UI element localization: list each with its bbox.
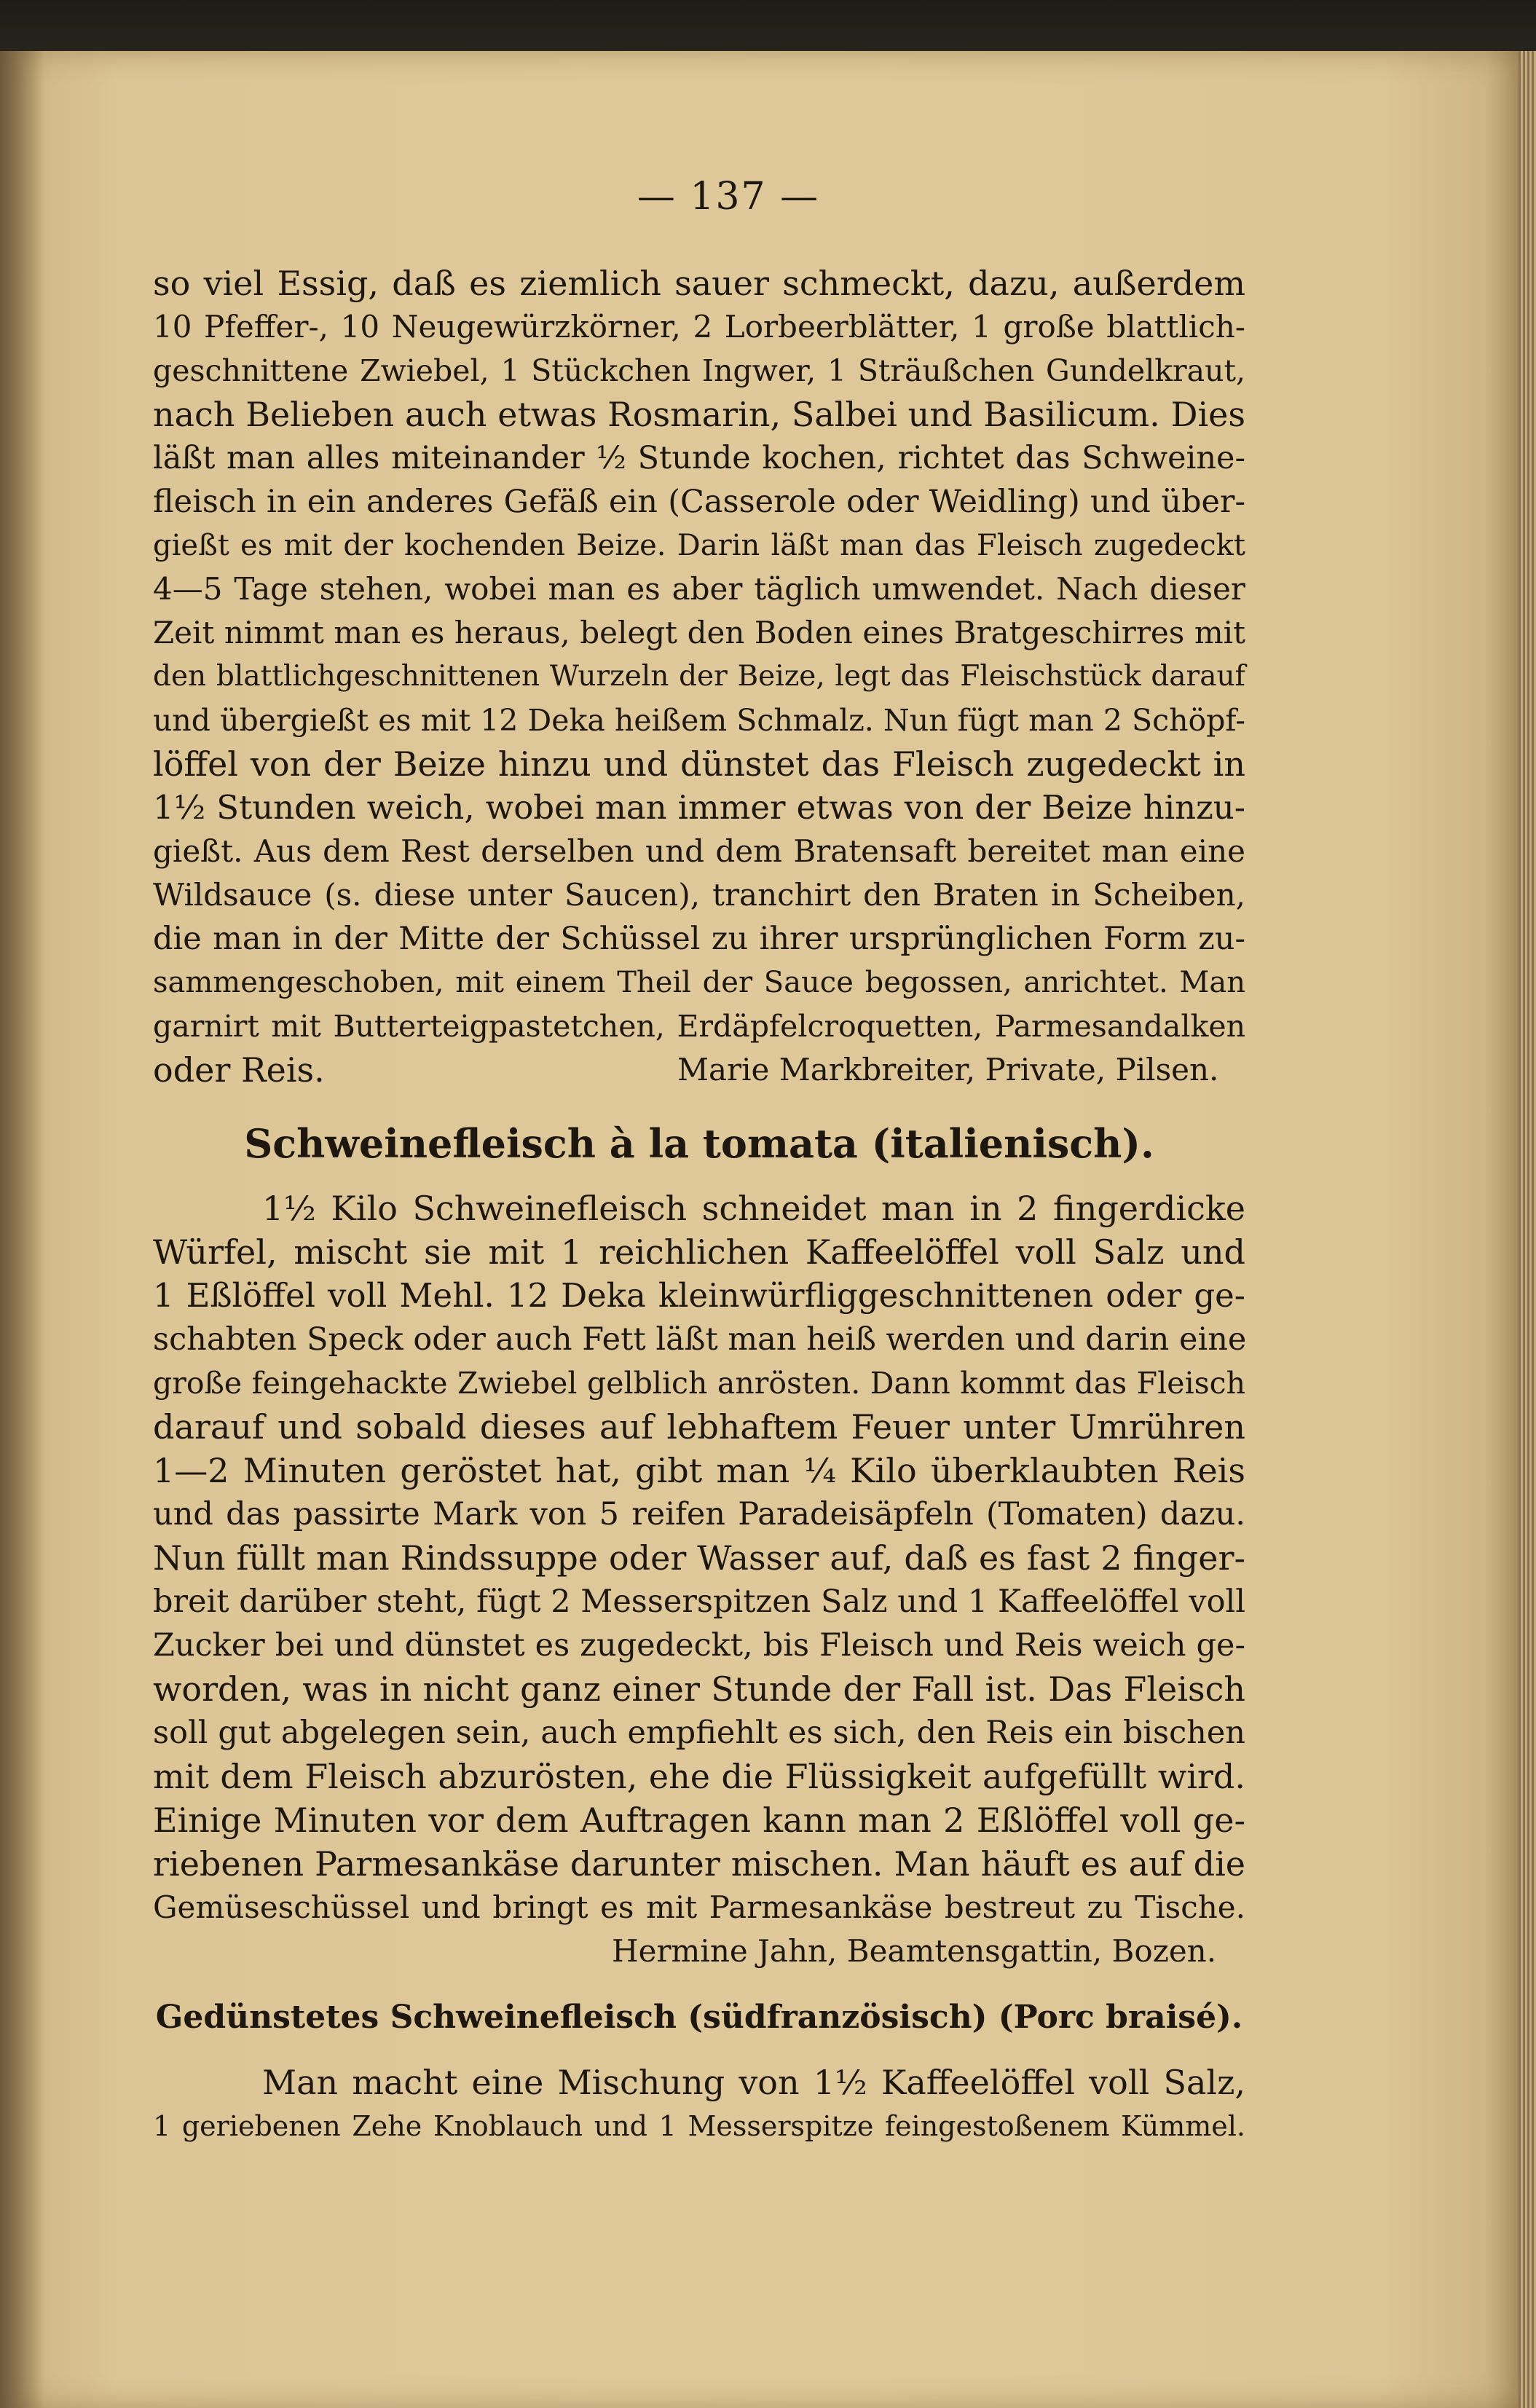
text-line: Zucker bei und dünstet es zugedeckt, bis Fleisch und Reis weich ge- [153, 1627, 1245, 1664]
text-line: garnirt mit Butterteigpastetchen, Erdäpfelcroquetten, Parmesandalken [153, 1009, 1245, 1044]
page-number: — 137 — [637, 175, 820, 219]
text-line: 4—5 Tage stehen, wobei man es aber täglich umwendet. Nach dieser [153, 571, 1245, 607]
text-line: Man macht eine Mischung von 1½ Kaffeelöffel voll Salz, [262, 2063, 1245, 2102]
text-line: darauf und sobald dieses auf lebhaftem Feuer unter Umrühren [153, 1407, 1245, 1447]
text-line: die man in der Mitte der Schüssel zu ihrer ursprünglichen Form zu- [153, 921, 1245, 957]
text-line: schabten Speck oder auch Fett läßt man heiß werden und darin eine [153, 1321, 1247, 1358]
text-line: geschnittene Zwiebel, 1 Stückchen Ingwer, 1 Sträußchen Gundelkraut, [153, 353, 1245, 388]
text-line: läßt man alles miteinander ½ Stunde kochen, richtet das Schweine- [153, 440, 1245, 476]
text-line: Gemüseschüssel und bringt es mit Parmesankäse bestreut zu Tische. [153, 1889, 1245, 1925]
text-line: Zeit nimmt man es heraus, belegt den Boden eines Bratgeschirres mit [153, 615, 1245, 650]
text-line: nach Belieben auch etwas Rosmarin, Salbei und Basilicum. Dies [153, 395, 1245, 434]
text-line: Nun füllt man Rindssuppe oder Wasser auf, daß es fast 2 finger- [153, 1538, 1245, 1578]
text-line: worden, was in nicht ganz einer Stunde der Fall ist. Das Fleisch [153, 1669, 1245, 1709]
text-line: 1—2 Minuten geröstet hat, gibt man ¼ Kilo überklaubten Reis [153, 1451, 1245, 1490]
text-line: gießt. Aus dem Rest derselben und dem Bratensaft bereitet man eine [153, 833, 1245, 869]
book-gutter [0, 51, 44, 2408]
text-line: den blattlichgeschnittenen Wurzeln der Beize, legt das Fleischstück darauf [153, 660, 1245, 693]
text-line: fleisch in ein anderes Gefäß ein (Casserole oder Weidling) und über- [153, 484, 1245, 520]
page-edges [1519, 51, 1536, 2408]
text-line: riebenen Parmesankäse darunter mischen. Man häuft es auf die [153, 1844, 1245, 1884]
text-line: 1½ Kilo Schweinefleisch schneidet man in 2 fingerdicke [262, 1189, 1245, 1228]
text-line: Einige Minuten vor dem Auftragen kann man 2 Eßlöffel voll ge- [153, 1801, 1245, 1840]
text-line: Wildsauce (s. diese unter Saucen), tranchirt den Braten in Scheiben, [153, 877, 1245, 913]
text-line: so viel Essig, daß es ziemlich sauer schmeckt, dazu, außerdem [153, 264, 1245, 303]
text-line: sammengeschoben, mit einem Theil der Sauce begossen, anrichtet. Man [153, 966, 1245, 999]
text-line: gießt es mit der kochenden Beize. Darin läßt man das Fleisch zugedeckt [153, 529, 1245, 562]
recipe-title: Gedünstetes Schweinefleisch (südfranzösisch) (Porc braisé). [155, 1999, 1243, 2036]
recipe-signature: Hermine Jahn, Beamtensgattin, Bozen. [612, 1933, 1217, 1969]
text-line: breit darüber steht, fügt 2 Messerspitzen Salz und 1 Kaffeelöffel voll [153, 1583, 1245, 1620]
text-line: 1½ Stunden weich, wobei man immer etwas von der Beize hinzu- [153, 788, 1245, 827]
text-line: und übergießt es mit 12 Deka heißem Schmalz. Nun fügt man 2 Schöpf- [153, 703, 1245, 738]
text-line: mit dem Fleisch abzurösten, ehe die Flüssigkeit aufgefüllt wird. [153, 1757, 1245, 1796]
recipe-signature: Marie Markbreiter, Private, Pilsen. [677, 1052, 1219, 1087]
text-line: 10 Pfeffer-, 10 Neugewürzkörner, 2 Lorbeerblätter, 1 große blattlich- [153, 309, 1245, 345]
text-line: 1 Eßlöffel voll Mehl. 12 Deka kleinwürfliggeschnittenen oder ge- [153, 1276, 1245, 1315]
text-line: große feingehackte Zwiebel gelblich anrösten. Dann kommt das Fleisch [153, 1366, 1245, 1401]
text-line: löffel von der Beize hinzu und dünstet das Fleisch zugedeckt in [153, 744, 1245, 784]
text-line: und das passirte Mark von 5 reifen Paradeisäpfeln (Tomaten) dazu. [153, 1496, 1245, 1532]
recipe-title: Schweinefleisch à la tomata (italienisch). [244, 1120, 1154, 1167]
text-line: 1 geriebenen Zehe Knoblauch und 1 Messerspitze feingestoßenem Kümmel. [153, 2110, 1245, 2142]
text-line: soll gut abgelegen sein, auch empfiehlt es sich, den Reis ein bischen [153, 1715, 1245, 1751]
text-line: Würfel, mischt sie mit 1 reichlichen Kaffeelöffel voll Salz und [153, 1232, 1245, 1272]
text-line: oder Reis. [153, 1050, 325, 1090]
